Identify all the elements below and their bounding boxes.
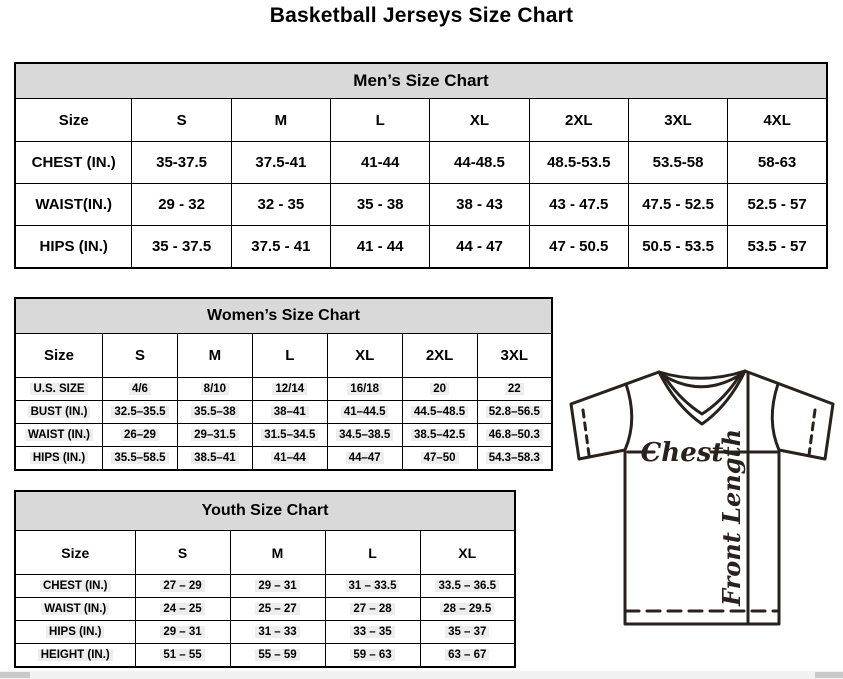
column-header: XL <box>420 531 515 575</box>
column-header: 2XL <box>402 334 477 378</box>
table-cell: 29 – 31 <box>230 575 325 598</box>
table-cell: 53.5-58 <box>628 142 727 184</box>
table-cell: 8/10 <box>177 378 252 401</box>
table-cell: 4/6 <box>103 378 178 401</box>
table-cell: 32 - 35 <box>231 184 330 226</box>
table-title-row <box>15 298 552 334</box>
table-cell: 44 - 47 <box>430 226 529 269</box>
front-length-label: Front Length <box>717 428 746 606</box>
column-header: L <box>331 99 430 142</box>
table-cell: 12/14 <box>252 378 327 401</box>
scrollbar-left-thumb[interactable] <box>0 672 30 678</box>
row-label: WAIST (IN.) <box>15 598 135 621</box>
table-cell: 35-37.5 <box>132 142 231 184</box>
column-header: 3XL <box>628 99 727 142</box>
table-cell: 29 – 31 <box>135 621 230 644</box>
table-row <box>15 424 552 447</box>
table-row <box>15 142 827 184</box>
chest-label: Chest <box>640 438 724 468</box>
column-header-row <box>15 334 552 378</box>
table-cell: 44-48.5 <box>430 142 529 184</box>
table-cell: 35.5–38 <box>177 401 252 424</box>
table-cell: 35.5–58.5 <box>103 447 178 471</box>
row-label: HIPS (IN.) <box>15 226 132 269</box>
table-cell: 25 – 27 <box>230 598 325 621</box>
table-cell: 63 – 67 <box>420 644 515 668</box>
youth-size-table <box>14 490 516 668</box>
row-label: WAIST (IN.) <box>15 424 103 447</box>
table-row <box>15 598 515 621</box>
table-row <box>15 644 515 668</box>
jersey-measurement-diagram <box>558 358 840 630</box>
row-label: HEIGHT (IN.) <box>15 644 135 668</box>
womens-size-table <box>14 297 553 471</box>
table-cell: 50.5 - 53.5 <box>628 226 727 269</box>
table-cell: 27 – 28 <box>325 598 420 621</box>
row-label: BUST (IN.) <box>15 401 103 424</box>
table-cell: 41–44.5 <box>327 401 402 424</box>
table-cell: 44.5–48.5 <box>402 401 477 424</box>
jersey-outline <box>571 371 833 624</box>
table-cell: 37.5-41 <box>231 142 330 184</box>
table-row <box>15 447 552 471</box>
table-title: Men’s Size Chart <box>15 63 827 99</box>
page-title: Basketball Jerseys Size Chart <box>269 4 574 27</box>
column-header: L <box>325 531 420 575</box>
column-header: Size <box>15 531 135 575</box>
table-cell: 35 - 37.5 <box>132 226 231 269</box>
table-cell: 31.5–34.5 <box>252 424 327 447</box>
table-cell: 31 – 33 <box>230 621 325 644</box>
column-header: M <box>230 531 325 575</box>
row-label: HIPS (IN.) <box>15 621 135 644</box>
table-cell: 24 – 25 <box>135 598 230 621</box>
table-cell: 51 – 55 <box>135 644 230 668</box>
row-label: HIPS (IN.) <box>15 447 103 471</box>
column-header: Size <box>15 334 103 378</box>
table-cell: 47 - 50.5 <box>529 226 628 269</box>
scrollbar-right-thumb[interactable] <box>815 672 843 678</box>
table-cell: 53.5 - 57 <box>728 226 827 269</box>
table-cell: 48.5-53.5 <box>529 142 628 184</box>
mens-size-table <box>14 62 828 269</box>
table-cell: 52.5 - 57 <box>728 184 827 226</box>
table-cell: 26–29 <box>103 424 178 447</box>
horizontal-scrollbar[interactable] <box>0 671 843 679</box>
row-label: U.S. SIZE <box>15 378 103 401</box>
table-cell: 38 - 43 <box>430 184 529 226</box>
table-cell: 34.5–38.5 <box>327 424 402 447</box>
row-label: CHEST (IN.) <box>15 575 135 598</box>
table-cell: 22 <box>477 378 552 401</box>
column-header: S <box>103 334 178 378</box>
column-header: XL <box>430 99 529 142</box>
column-header: M <box>177 334 252 378</box>
table-row <box>15 575 515 598</box>
column-header: 4XL <box>728 99 827 142</box>
table-cell: 38.5–41 <box>177 447 252 471</box>
table-cell: 32.5–35.5 <box>103 401 178 424</box>
table-title-row <box>15 491 515 531</box>
table-cell: 33 – 35 <box>325 621 420 644</box>
table-row <box>15 184 827 226</box>
table-cell: 55 – 59 <box>230 644 325 668</box>
row-label: WAIST(IN.) <box>15 184 132 226</box>
table-cell: 43 - 47.5 <box>529 184 628 226</box>
table-cell: 38–41 <box>252 401 327 424</box>
table-cell: 44–47 <box>327 447 402 471</box>
table-cell: 58-63 <box>728 142 827 184</box>
table-title: Youth Size Chart <box>15 491 515 531</box>
table-title: Women’s Size Chart <box>15 298 552 334</box>
table-cell: 31 – 33.5 <box>325 575 420 598</box>
table-cell: 41-44 <box>331 142 430 184</box>
table-cell: 29–31.5 <box>177 424 252 447</box>
table-cell: 59 – 63 <box>325 644 420 668</box>
table-row <box>15 378 552 401</box>
table-cell: 29 - 32 <box>132 184 231 226</box>
table-cell: 16/18 <box>327 378 402 401</box>
table-cell: 46.8–50.3 <box>477 424 552 447</box>
column-header-row <box>15 531 515 575</box>
table-cell: 37.5 - 41 <box>231 226 330 269</box>
table-cell: 41 - 44 <box>331 226 430 269</box>
table-cell: 54.3–58.3 <box>477 447 552 471</box>
table-cell: 41–44 <box>252 447 327 471</box>
table-cell: 47.5 - 52.5 <box>628 184 727 226</box>
table-cell: 20 <box>402 378 477 401</box>
column-header: M <box>231 99 330 142</box>
column-header: 3XL <box>477 334 552 378</box>
table-cell: 47–50 <box>402 447 477 471</box>
column-header: XL <box>327 334 402 378</box>
column-header-row <box>15 99 827 142</box>
table-cell: 38.5–42.5 <box>402 424 477 447</box>
table-cell: 28 – 29.5 <box>420 598 515 621</box>
table-cell: 35 – 37 <box>420 621 515 644</box>
table-row <box>15 226 827 269</box>
table-row <box>15 621 515 644</box>
column-header: Size <box>15 99 132 142</box>
table-cell: 27 – 29 <box>135 575 230 598</box>
column-header: 2XL <box>529 99 628 142</box>
table-cell: 52.8–56.5 <box>477 401 552 424</box>
table-row <box>15 401 552 424</box>
row-label: CHEST (IN.) <box>15 142 132 184</box>
column-header: L <box>252 334 327 378</box>
column-header: S <box>132 99 231 142</box>
table-title-row <box>15 63 827 99</box>
table-cell: 33.5 – 36.5 <box>420 575 515 598</box>
column-header: S <box>135 531 230 575</box>
table-cell: 35 - 38 <box>331 184 430 226</box>
